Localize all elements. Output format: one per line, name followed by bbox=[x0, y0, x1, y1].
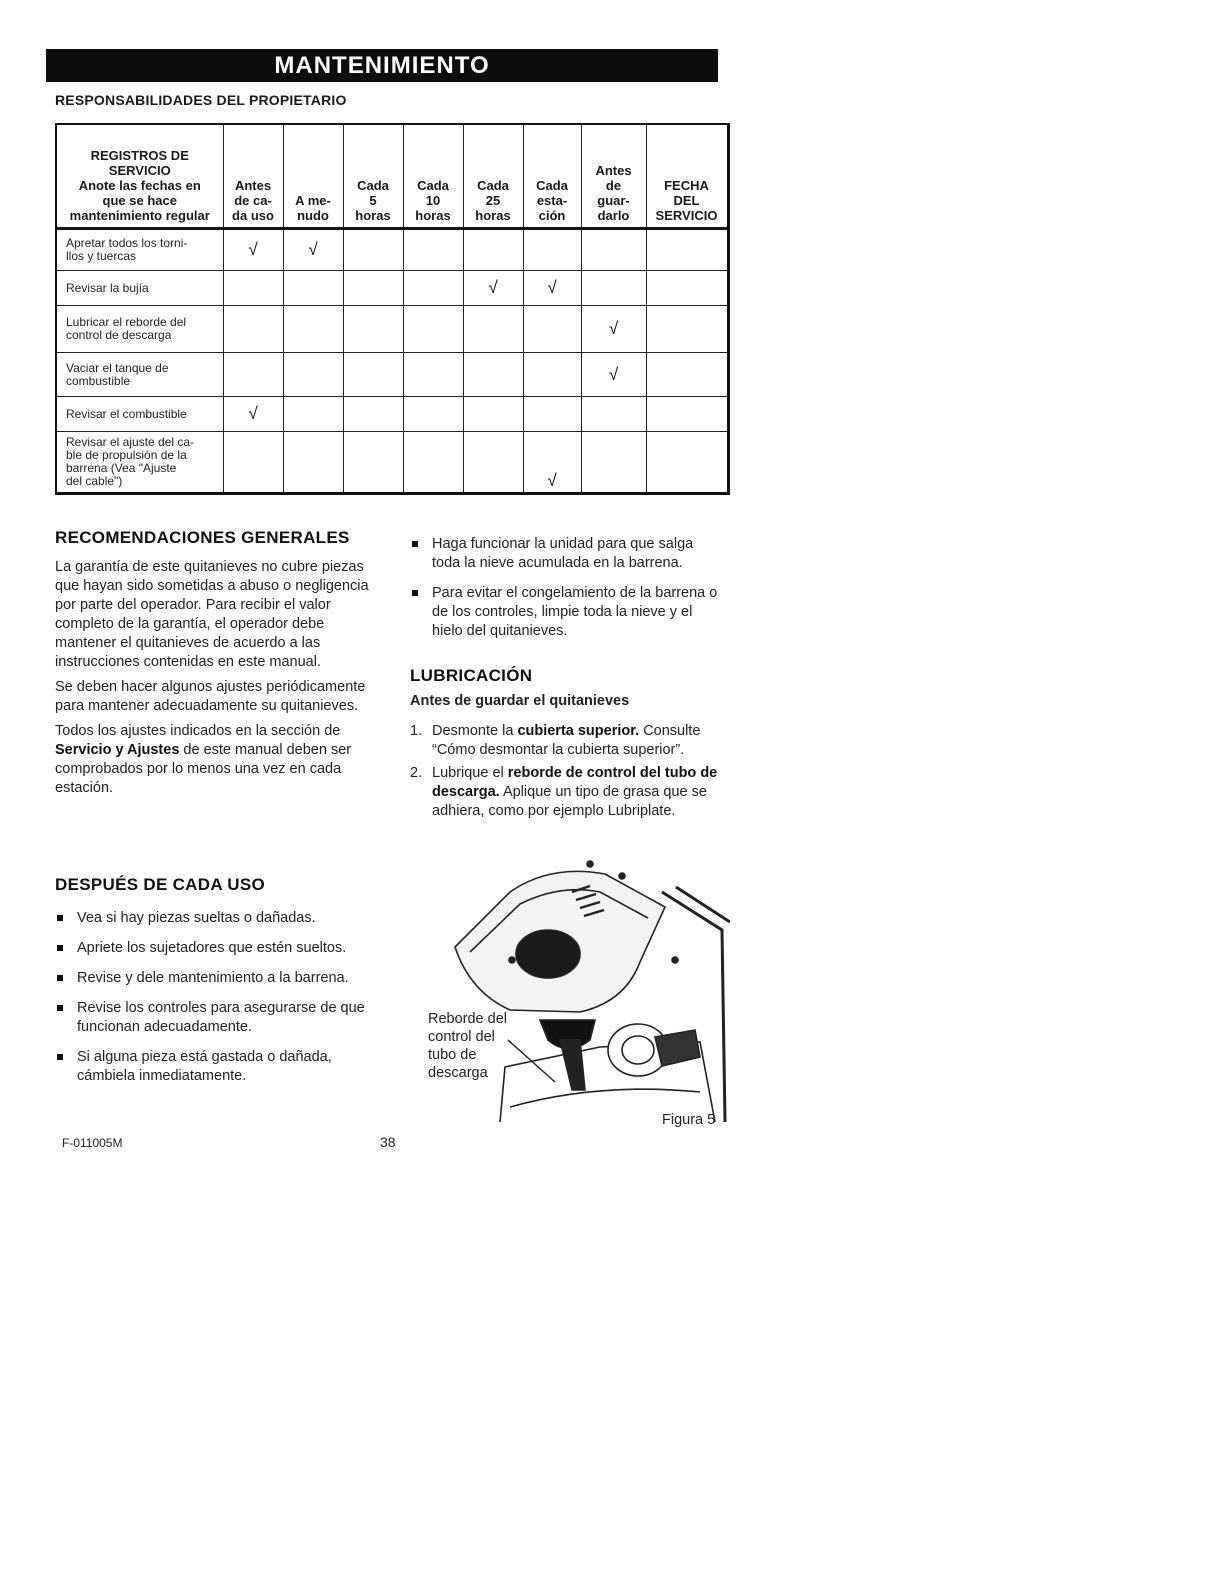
table-row bbox=[56, 432, 728, 494]
table-row bbox=[56, 306, 728, 353]
list-item: Haga funcionar la unidad para que salga toda la nieve acumulada en la barrena. bbox=[410, 535, 725, 573]
bullet-icon bbox=[57, 1005, 63, 1011]
paragraph: La garantía de este quitanieves no cubre piezas que hayan sido sometidas a abuso o negligencia por parte del operador. Para recibir el valor completo de la garantía, el operador debe mantener el quitanieves de acuerdo a las instrucciones contenidas en este manual. bbox=[55, 559, 369, 670]
page-title: MANTENIMIENTO bbox=[46, 49, 718, 82]
list-item: Para evitar el congelamiento de la barrena o de los controles, limpie toda la nieve y el hielo del quitanieves. bbox=[410, 584, 725, 641]
list-item: 2. Lubrique el reborde de control del tubo de descarga. Aplique un tipo de grasa que se adhiera, como por ejemplo Lubriplate. bbox=[410, 765, 718, 819]
check-mark: √ bbox=[223, 229, 283, 271]
task-cell: Revisar el combustible bbox=[56, 397, 223, 432]
list-item: Si alguna pieza está gastada o dañada, cámbiela inmediatamente. bbox=[55, 1048, 373, 1086]
recomendaciones-title: RECOMENDACIONES GENERALES bbox=[55, 528, 350, 547]
list-item: Revise los controles para asegurarse de que funcionan adecuadamente. bbox=[55, 999, 373, 1037]
task-cell: Vaciar el tanque de combustible bbox=[56, 353, 223, 397]
check-mark: √ bbox=[523, 271, 581, 306]
list-item: Vea si hay piezas sueltas o dañadas. bbox=[55, 909, 373, 928]
column-header: Cada esta- ción bbox=[523, 124, 581, 229]
task-cell: Apretar todos los torni- llos y tuercas bbox=[56, 229, 223, 271]
column-header: Antes de guar- darlo bbox=[581, 124, 646, 229]
list-item: Apriete los sujetadores que estén sueltos. bbox=[55, 939, 373, 958]
bullet-icon bbox=[412, 541, 418, 547]
document-code: F-011005M bbox=[62, 1136, 123, 1150]
right-bullets bbox=[410, 535, 725, 652]
bullet-icon bbox=[57, 945, 63, 951]
despues-title: DESPUÉS DE CADA USO bbox=[55, 875, 266, 894]
check-mark: √ bbox=[581, 353, 646, 397]
column-header: Antes de ca- da uso bbox=[223, 124, 283, 229]
list-item: Revise y dele mantenimiento a la barrena. bbox=[55, 969, 373, 988]
bullet-icon bbox=[57, 1054, 63, 1060]
check-mark: √ bbox=[223, 397, 283, 432]
section-subtitle: RESPONSABILIDADES DEL PROPIETARIO bbox=[55, 92, 347, 108]
check-mark: √ bbox=[463, 271, 523, 306]
page-number: 38 bbox=[380, 1134, 396, 1150]
task-cell: Lubricar el reborde del control de descarga bbox=[56, 306, 223, 353]
column-header: Cada 10 horas bbox=[403, 124, 463, 229]
bullet-icon bbox=[57, 915, 63, 921]
bullet-icon bbox=[412, 590, 418, 596]
figure-caption: Figura 5 bbox=[662, 1112, 716, 1128]
table-header-row bbox=[56, 124, 728, 229]
paragraph: Se deben hacer algunos ajustes periódicamente para mantener adecuadamente su quitanieves. bbox=[55, 679, 366, 714]
bullet-icon bbox=[57, 975, 63, 981]
task-cell: Revisar la bujía bbox=[56, 271, 223, 306]
list-item: 1. Desmonte la cubierta superior. Consulte “Cómo desmontar la cubierta superior”. bbox=[410, 723, 701, 758]
maintenance-schedule-table bbox=[55, 123, 730, 495]
column-header: A me- nudo bbox=[283, 124, 343, 229]
paragraph: Todos los ajustes indicados en la sección de Servicio y Ajustes de este manual deben ser comprobados por lo menos una vez en cada estación. bbox=[55, 723, 352, 796]
column-header: Cada 25 horas bbox=[463, 124, 523, 229]
column-header: FECHA DEL SERVICIO bbox=[646, 124, 728, 229]
column-header: Cada 5 horas bbox=[343, 124, 403, 229]
despues-list bbox=[55, 909, 373, 1097]
table-row bbox=[56, 229, 728, 271]
column-header: REGISTROS DE SERVICIO Anote las fechas en que se hace mantenimiento regular bbox=[56, 124, 223, 229]
lubricacion-steps bbox=[410, 722, 725, 825]
lubricacion-subtitle: Antes de guardar el quitanieves bbox=[410, 693, 630, 709]
check-mark: √ bbox=[283, 229, 343, 271]
lubricacion-title: LUBRICACIÓN bbox=[410, 666, 533, 685]
task-cell: Revisar el ajuste del ca- ble de propulsión de la barrena (Vea "Ajuste del cable") bbox=[56, 432, 223, 494]
check-mark: √ bbox=[581, 306, 646, 353]
table-row bbox=[56, 397, 728, 432]
table-row bbox=[56, 353, 728, 397]
recomendaciones-body bbox=[55, 558, 373, 804]
figure-callout-label: Reborde del control del tubo de descarga bbox=[428, 1011, 507, 1081]
snowthrower-illustration bbox=[400, 852, 730, 1124]
table-row bbox=[56, 271, 728, 306]
check-mark: √ bbox=[523, 432, 581, 494]
